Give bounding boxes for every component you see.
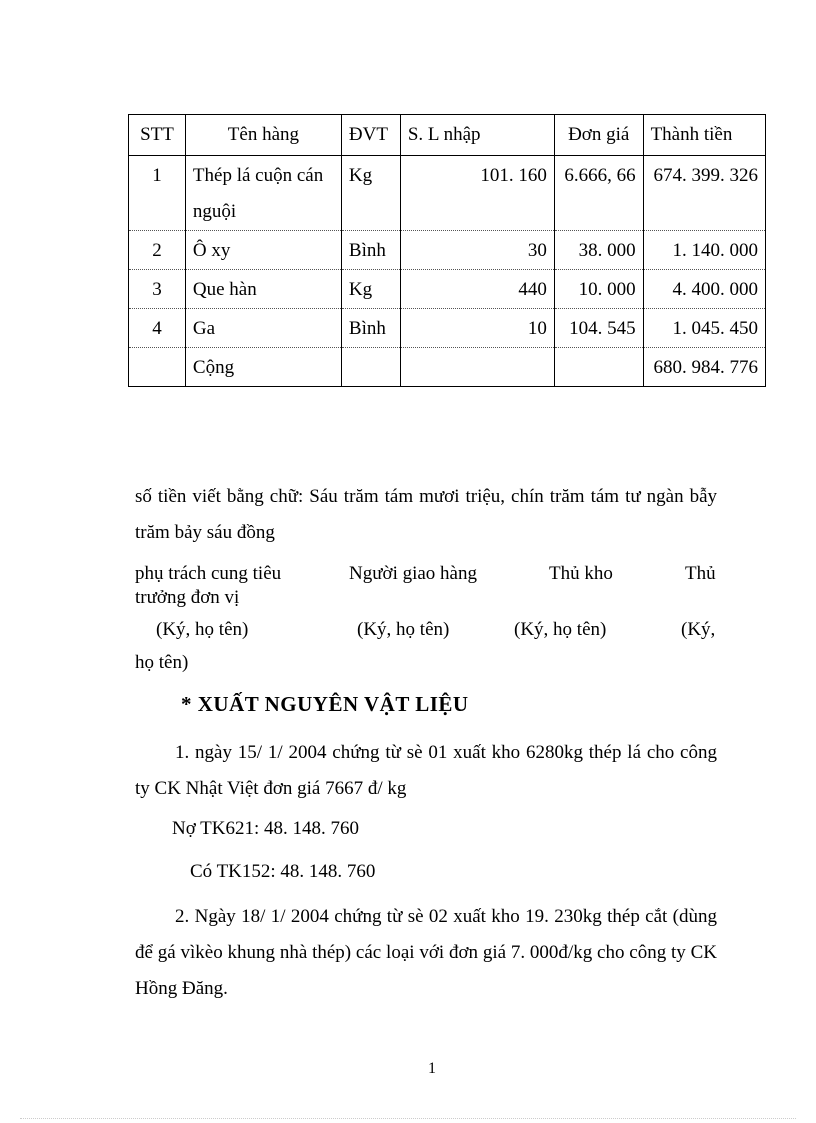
cell-total: 674. 399. 326 [643, 156, 765, 231]
section-heading: * XUẤT NGUYÊN VẬT LIỆU [181, 692, 469, 716]
cell-name: Ô xy [185, 231, 341, 270]
amount-in-words: số tiền viết bằng chữ: Sáu trăm tám mươi triệu, chín trăm tám tư ngàn bẫy trăm bảy sáu đồng [135, 486, 717, 543]
signature-note: (Ký, họ tên) [514, 619, 607, 640]
cell-qty: 101. 160 [400, 156, 554, 231]
cell-unit: Kg [341, 156, 400, 231]
cell-unit: Kg [341, 270, 400, 309]
cell-total: 4. 400. 000 [643, 270, 765, 309]
table-row [129, 156, 766, 231]
cell-name: Thép lá cuộn cán nguội [185, 156, 341, 231]
header-price: Đơn giá [554, 115, 643, 156]
cell-unit: Bình [341, 309, 400, 348]
header-name: Tên hàng [185, 115, 341, 156]
journal-credit: Có TK152: 48. 148. 760 [190, 861, 376, 882]
cell-qty-empty [400, 348, 554, 387]
table-row [129, 309, 766, 348]
table-sum-row [129, 348, 766, 387]
cell-name: Que hàn [185, 270, 341, 309]
goods-receipt-table [128, 114, 766, 387]
signature-note-last-cont: họ tên) [135, 652, 189, 673]
paragraph-1: 1. ngày 15/ 1/ 2004 chứng từ sè 01 xuất kho 6280kg thép lá cho công ty CK Nhật Việt đơn giá 7667 đ/ kg [135, 742, 717, 799]
signature-role-purchasing: phụ trách cung tiêu [135, 563, 282, 584]
cell-price: 104. 545 [554, 309, 643, 348]
cell-stt: 1 [129, 156, 186, 231]
sum-total: 680. 984. 776 [643, 348, 765, 387]
cell-unit: Bình [341, 231, 400, 270]
cell-qty: 10 [400, 309, 554, 348]
header-unit: ĐVT [341, 115, 400, 156]
signature-role-head-cont: trưởng đơn vị [135, 587, 240, 608]
cell-qty: 30 [400, 231, 554, 270]
cell-price: 38. 000 [554, 231, 643, 270]
header-qty: S. L nhập [400, 115, 554, 156]
table-header-row [129, 115, 766, 156]
cell-stt: 3 [129, 270, 186, 309]
header-total: Thành tiền [643, 115, 765, 156]
signature-role-head: Thủ [685, 563, 716, 584]
signature-role-storekeeper: Thủ kho [549, 563, 613, 584]
cell-name: Ga [185, 309, 341, 348]
page-number: 1 [428, 1060, 436, 1077]
sum-label: Cộng [185, 348, 341, 387]
cell-total: 1. 140. 000 [643, 231, 765, 270]
cell-unit-empty [341, 348, 400, 387]
cell-stt-empty [129, 348, 186, 387]
table-row [129, 231, 766, 270]
cell-stt: 4 [129, 309, 186, 348]
cell-qty: 440 [400, 270, 554, 309]
signature-note: (Ký, họ tên) [357, 619, 450, 640]
signature-note-last: (Ký, [681, 619, 716, 640]
header-stt: STT [129, 115, 186, 156]
journal-debit: Nợ TK621: 48. 148. 760 [172, 818, 360, 839]
cell-stt: 2 [129, 231, 186, 270]
cell-total: 1. 045. 450 [643, 309, 765, 348]
signature-note: (Ký, họ tên) [156, 619, 249, 640]
cell-price: 6.666, 66 [554, 156, 643, 231]
signature-role-deliverer: Người giao hàng [349, 563, 477, 584]
cell-price-empty [554, 348, 643, 387]
paragraph-2: 2. Ngày 18/ 1/ 2004 chứng từ sè 02 xuất kho 19. 230kg thép cắt (dùng để gá vìkèo khung nhà thép) các loại với đơn giá 7. 000đ/kg cho công ty CK Hồng Đăng. [135, 906, 717, 999]
cell-price: 10. 000 [554, 270, 643, 309]
footer-divider [20, 1118, 796, 1119]
table-row [129, 270, 766, 309]
